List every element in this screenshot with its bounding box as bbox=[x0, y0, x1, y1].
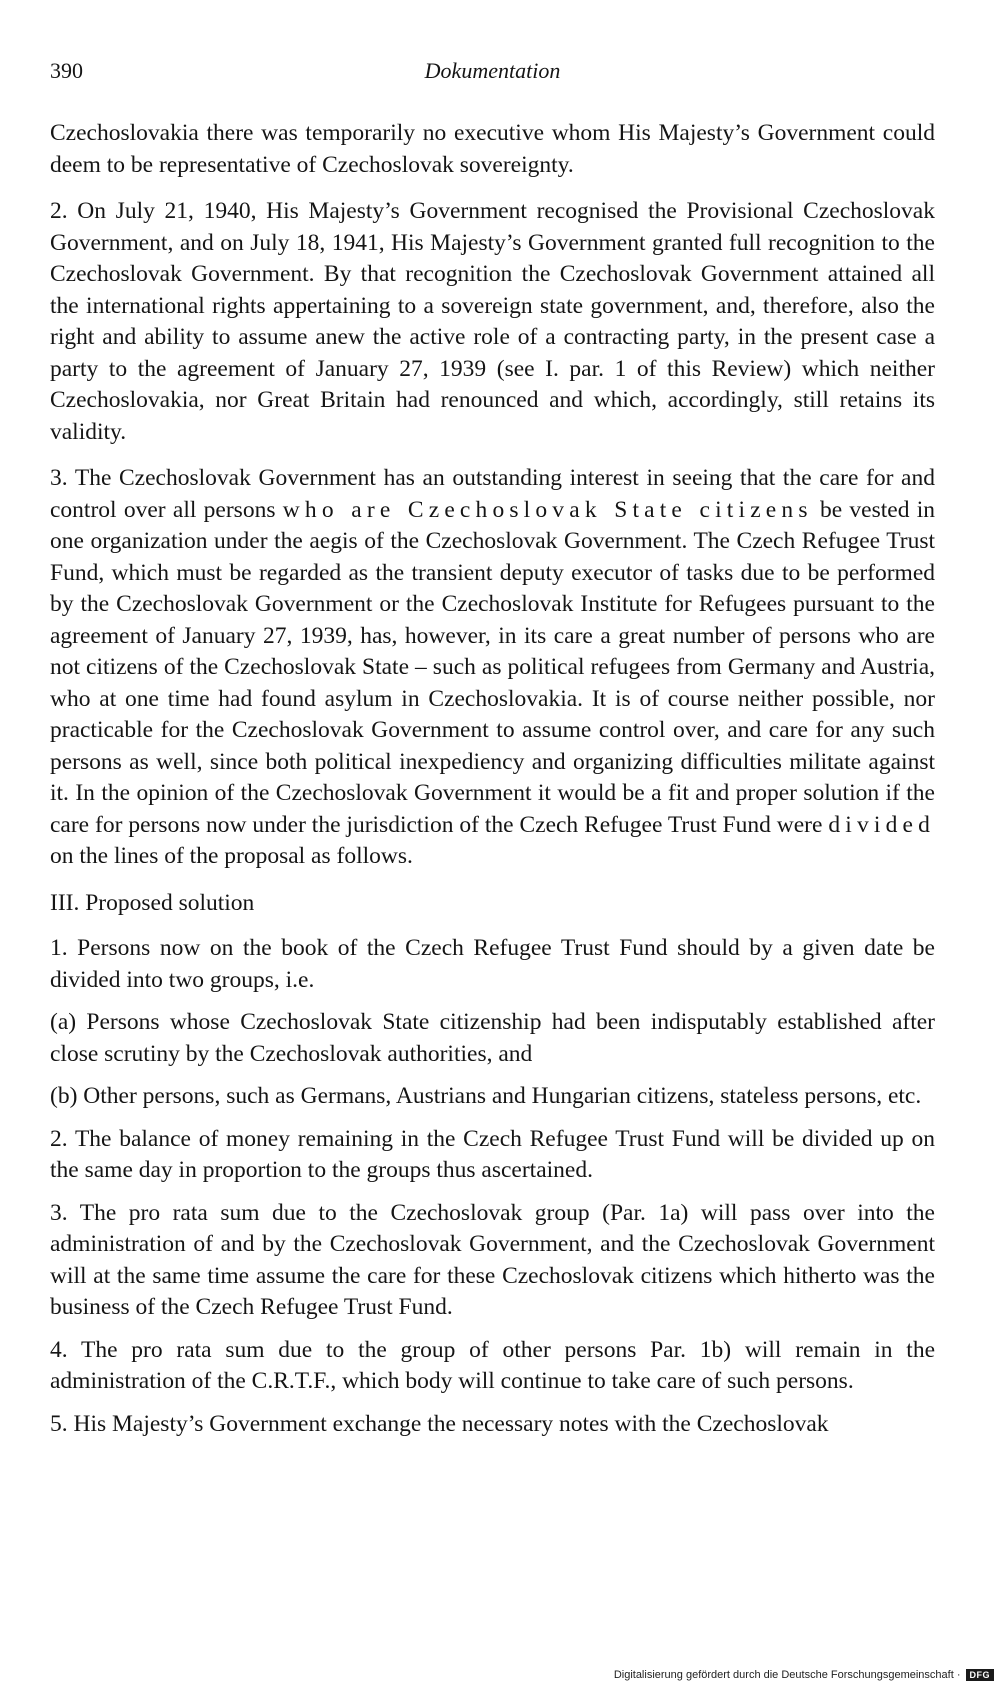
paragraph-group-b: (b) Other persons, such as Germans, Austrians and Hungarian citizens, stateless persons, etc. bbox=[50, 1083, 922, 1109]
paragraph-outstanding-interest bbox=[50, 463, 935, 873]
section-heading: III. Proposed solution bbox=[50, 889, 255, 916]
paragraph-group-a: (a) Persons whose Czechoslovak State citizenship had been indisputably established after close scrutiny by the Czechoslovak authorities, and bbox=[50, 1009, 935, 1067]
journal-title: Dokumentation bbox=[424, 58, 561, 83]
paragraph-czechoslovak-group: 3. The pro rata sum due to the Czechoslovak group (Par. 1a) will pass over into the administration of and by the Czechoslovak Government, and the Czechoslovak Government will at the same time assume the care for these Czechoslovak citizens which hitherto was the business of the Czech Refugee Trust Fund. bbox=[50, 1199, 935, 1320]
paragraph-division: 1. Persons now on the book of the Czech Refugee Trust Fund should by a given date be divided into two groups, i.e. bbox=[50, 935, 935, 993]
paragraph-text: 3. The Czechoslovak Government has an outstanding interest in seeing that the care for and control over all persons bbox=[50, 465, 935, 523]
emphasized-text: who are Czechoslovak State citizens bbox=[282, 496, 813, 523]
paragraph-balance: 2. The balance of money remaining in the Czech Refugee Trust Fund will be divided up on the same day in proportion to the groups thus ascertained. bbox=[50, 1125, 935, 1183]
running-head bbox=[50, 58, 935, 92]
emphasized-text: divided bbox=[828, 811, 936, 838]
paragraph-continuation: Czechoslovakia there was temporarily no executive whom His Majesty’s Government could deem to be representative of Czechoslovak sovereignty. bbox=[50, 120, 935, 178]
paragraph-other-group: 4. The pro rata sum due to the group of other persons Par. 1b) will remain in the administration of the C.R.T.F., which body will continue to take care of such persons. bbox=[50, 1336, 935, 1394]
paragraph-text: on the lines of the proposal as follows. bbox=[50, 843, 413, 869]
digitization-credit bbox=[614, 1669, 994, 1681]
credit-text: Digitalisierung gefördert durch die Deutsche Forschungsgemeinschaft · bbox=[613, 1669, 961, 1681]
paragraph-notes-exchange: 5. His Majesty’s Government exchange the necessary notes with the Czechoslovak bbox=[50, 1410, 829, 1437]
page-number: 390 bbox=[50, 58, 83, 83]
dfg-logo: DFG bbox=[966, 1669, 995, 1681]
body-text bbox=[50, 118, 935, 1451]
paragraph-text: be vested in one organization under the aegis of the Czechoslovak Government. The Czech Refugee Trust Fund, which must be regarded as the transient deputy executor of tasks due to be performed by the Czechoslovak Government or the Czechoslovak Institute for Refugees pursuant to the agreement of January 27, 1939, has, however, in its care a great number of persons who are not citizens of the Czechoslovak State – such as political refugees from Germany and Austria, who at one time had found asylum in Czechoslovakia. It is of course neither possible, nor practicable for the Czechoslovak Government to assume control over, and care for any such persons as well, since both political inexpediency and organizing difficulties militate against it. In the opinion of the Czechoslovak Government it would be a fit and proper solution if the care for persons now under the jurisdiction of the Czech Refugee Trust Fund were bbox=[50, 496, 936, 838]
paragraph-recognition: 2. On July 21, 1940, His Majesty’s Government recognised the Provisional Czechoslovak Government, and on July 18, 1941, His Majesty’s Government granted full recognition to the Czechoslovak Government. By that recognition the Czechoslovak Government attained all the international rights appertaining to a sovereign state government, and, therefore, also the right and ability to assume anew the active role of a contracting party, in the present case a party to the agreement of January 27, 1939 (see I. par. 1 of this Review) which neither Czechoslovakia, nor Great Britain had renounced and which, accordingly, still retains its validity. bbox=[50, 198, 935, 445]
